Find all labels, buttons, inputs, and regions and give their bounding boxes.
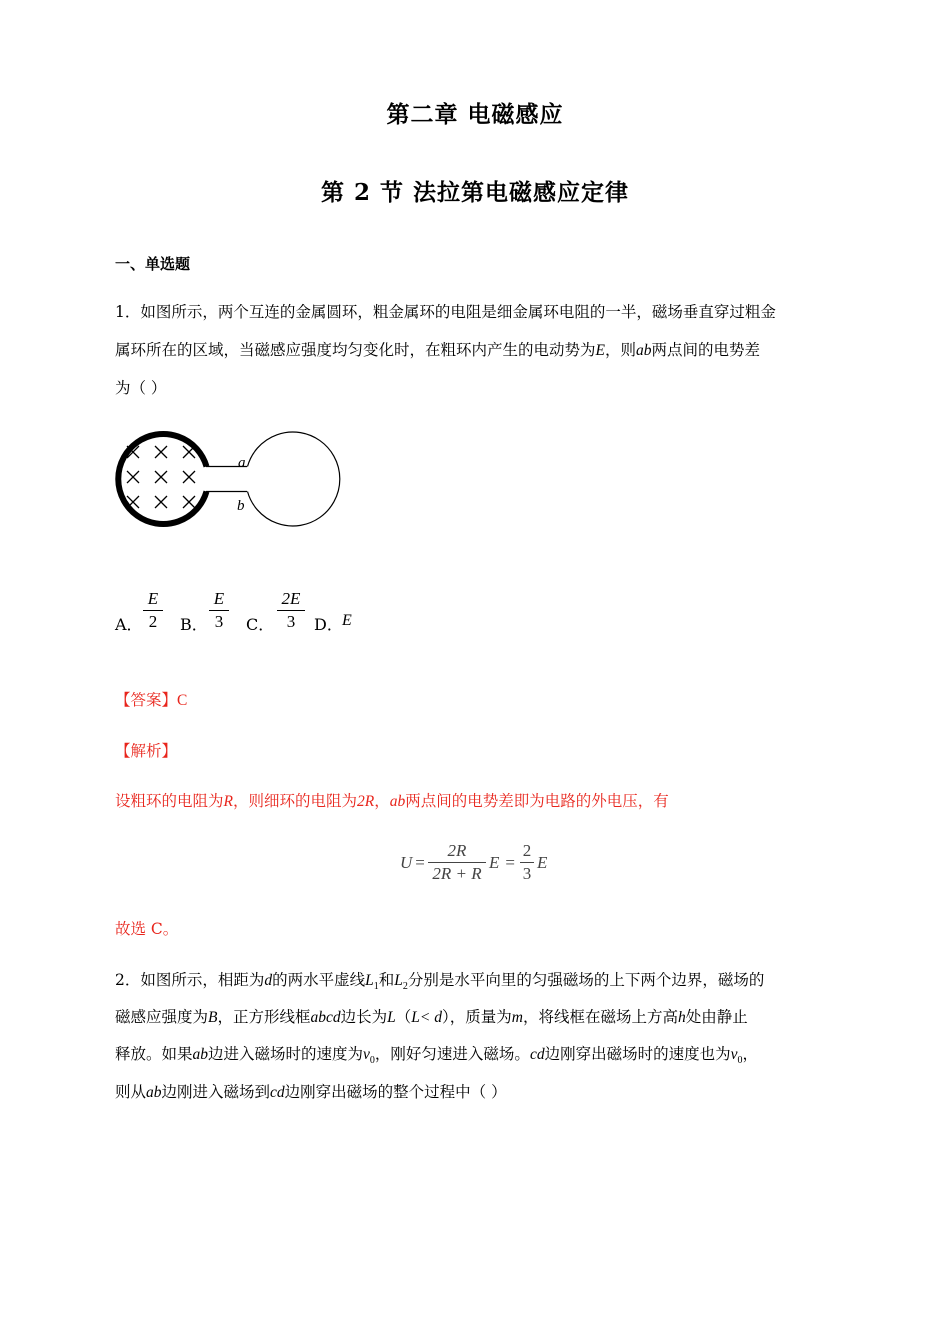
q2-line-1: 2．如图所示，相距为d的两水平虚线$L_1$和$L_2$分别是水平向里的匀强磁场的上下两个边界，磁场的 — [115, 971, 765, 993]
q2-line-3: 释放。如果ab边进入磁场时的速度为$v_0$，刚好匀速进入磁场。cd边刚穿出磁场时的速度也为$v_0$， — [115, 1045, 758, 1067]
option-a-fraction: E 2 — [143, 589, 163, 632]
q1-ring-figure — [110, 425, 350, 533]
q1-line-2: 属环所在的区域，当磁感应强度均匀变化时，在粗环内产生的电动势为E，则ab两点间的电势差 — [115, 341, 761, 359]
formula-e1: E = — [489, 853, 515, 872]
formula-e2: E — [537, 853, 548, 872]
formula-fraction-1: 2R 2R + R — [428, 841, 486, 884]
option-c-fraction: 2E 3 — [277, 589, 305, 632]
answer-line — [115, 690, 187, 711]
cross-icon — [155, 496, 167, 508]
analysis-text: 设粗环的电阻为R，则细环的电阻为2R，ab两点间的电势差即为电路的外电压，有 — [115, 792, 669, 810]
answer-label: 【答案】 — [115, 691, 178, 709]
option-b-label: B． — [180, 615, 208, 634]
option-d-label: D． — [314, 615, 343, 634]
q2-line-4: 则从ab边刚进入磁场到cd边刚穿出磁场的整个过程中（ ） — [115, 1083, 507, 1101]
chapter-title: 第二章 电磁感应 — [386, 101, 564, 128]
label-a: a — [238, 455, 246, 471]
thin-ring — [248, 432, 340, 526]
label-b: b — [237, 498, 245, 514]
option-b-fraction: E 3 — [209, 589, 229, 632]
cross-icon — [127, 471, 139, 483]
formula-fraction-2: 2 3 — [520, 841, 534, 884]
part-heading: 一、单选题 — [115, 255, 191, 273]
answer-value: C — [177, 692, 188, 709]
field-crosses — [127, 446, 195, 508]
cross-icon — [183, 446, 195, 458]
analysis-label: 【解析】 — [115, 742, 178, 760]
section-title: 第 2 节 法拉第电磁感应定律 — [320, 179, 630, 206]
q1-line-1: 1．如图所示，两个互连的金属圆环，粗金属环的电阻是细金属环电阻的一半，磁场垂直穿过粗金 — [115, 303, 776, 321]
option-d-value: E — [342, 612, 352, 629]
cross-icon — [183, 471, 195, 483]
formula-lhs: U = — [400, 853, 425, 872]
q2-line-2: 磁感应强度为B，正方形线框abcd边长为L（L< d），质量为m，将线框在磁场上方高h处由静止 — [115, 1008, 748, 1026]
conclusion: 故选 C。 — [115, 920, 179, 938]
cross-icon — [127, 496, 139, 508]
option-c-label: C． — [246, 615, 275, 634]
cross-icon — [183, 496, 195, 508]
option-a-label: A． — [115, 615, 143, 634]
cross-icon — [155, 446, 167, 458]
cross-icon — [155, 471, 167, 483]
q1-line-3: 为（ ） — [115, 379, 167, 397]
